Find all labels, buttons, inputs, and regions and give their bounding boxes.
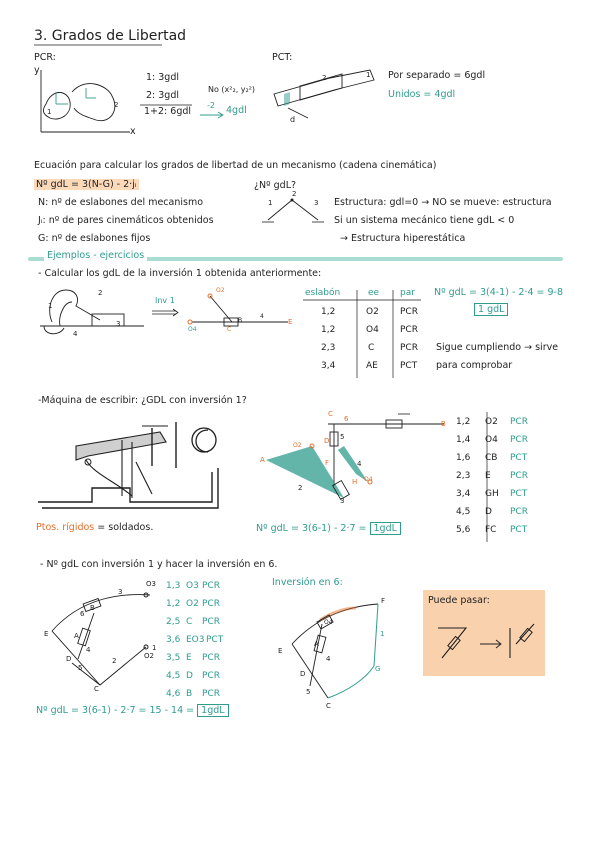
ex1-mechanism [40,282,150,342]
ex1-r1-a: 1,2 [321,307,336,317]
ex1-r3-c: PCR [400,343,418,353]
eq-n-def: N: nº de eslabones del mecanismo [38,197,204,208]
ex1-r2-c: PCR [400,325,418,335]
ex3-r4: 3,6 [166,635,181,645]
ex3-l-2: 2 [112,657,117,665]
pcr-arrow-label: -2 [207,101,215,110]
ex1-e: E [288,318,293,326]
ex3-r5-b: E [186,653,192,663]
ex3-r7-c: PCR [202,689,220,699]
ex2-soldados: = soldados. [97,522,154,533]
ex3-l-3: 3 [118,588,123,596]
pct-unidos: Unidos = 4gdl [388,89,456,100]
ex2-a: A [260,456,265,464]
ex2-o2: O2 [293,442,302,449]
ex2-r7-a: 5,6 [456,525,471,535]
ex2-r1-c: PCR [510,417,528,427]
ex2-h: H [352,478,358,486]
ex2-typewriter [36,416,246,516]
ex3-r5: 3,5 [166,653,181,663]
ex3-r4-c: PCT [206,635,224,645]
ex1-n2: 2 [98,289,103,297]
title-underline [34,44,174,48]
eq-estructura: Estructura: gdl=0 → NO se mueve: estructura [334,197,552,208]
ex2-r5-b: GH [485,489,499,499]
ex1-r2-a: 1,2 [321,325,336,335]
pcr-arrow [200,112,228,118]
ex3-l-1: 1 [152,644,157,652]
eq-hiperestatica: → Estructura hiperestática [340,233,466,244]
ex3-r2-c: PCR [202,599,220,609]
ex3-r4-b: EO3 [186,635,205,645]
ex3-r3: 2,5 [166,617,181,627]
ex1-formula: Nº gdL = 3(4-1) - 2·4 = 9-8 [434,287,564,298]
ex2-5: 5 [340,433,345,441]
ex3-result: 1gdL [197,704,228,717]
ex3-r5-c: PCR [202,653,220,663]
ex1-4: 4 [260,313,264,320]
ex1-header-par: par [400,288,415,298]
ex3-l-o3: O3 [146,580,156,588]
eq-formula: Nº gdL = 3(N-G) - 2·jᵢ [36,179,137,190]
ex2-r5-a: 3,4 [456,489,471,499]
ex3-r3-c: PCR [202,617,220,627]
ex1-inv-label: Inv 1 [155,296,175,305]
ex2-r4-c: PCR [510,471,528,481]
eq-question: ¿Nº gdL? [254,180,297,191]
ex2-r6-a: 4,5 [456,507,471,517]
ex1-inv-arrow [152,308,182,318]
ex1-r3-a: 2,3 [321,343,336,353]
ex3-l-6: 6 [80,610,85,618]
ex2-r1-b: O2 [485,417,498,427]
ex2-f: F [325,459,330,467]
ex3-inv-title: Inversión en 6: [272,577,343,588]
ex1-header-eslabon: eslabón [305,288,341,298]
note-diagram [430,614,542,672]
ex2-r7-c: PCT [510,525,528,535]
ex2-r2-a: 1,4 [456,435,471,445]
eq-g-def: G: nº de eslabones fijos [38,233,151,244]
ex2-r3-a: 1,6 [456,453,471,463]
ex2-d: D [324,437,330,445]
ex3-l-c: C [94,685,99,693]
ex2-c: C [328,410,333,418]
ex2-6: 6 [344,415,349,423]
ex2-2: 2 [298,484,303,492]
ex3-r1-c: PCR [202,581,220,591]
ex1-o4: O4 [188,326,197,333]
ex1-para: para comprobar [436,360,513,371]
ex1-c: C [227,326,232,333]
section-title: Ejemplos - ejercicios [44,251,147,262]
ex1-result: 1 gdL [474,303,508,316]
ex2-r6-c: PCR [510,507,528,517]
pct-diagram [270,60,380,126]
ex3-r-f: F [381,597,386,605]
ex2-r2-c: PCR [510,435,528,445]
ex1-r4-b: AE [366,361,378,371]
ex1-r1-c: PCR [400,307,418,317]
ex3-r-c: C [326,702,331,710]
ex1-r4-c: PCT [400,361,418,371]
eq-fig-3: 3 [314,199,319,207]
pct-separado: Por separado = 6gdl [388,70,486,81]
ex2-r3-c: PCT [510,453,528,463]
ex3-r6: 4,5 [166,671,181,681]
ex1-o2: O2 [216,287,225,294]
pcr-line-3: 1+2: 6gdl [144,106,192,117]
ex1-n1: 1 [48,302,53,310]
ex3-r1-b: O3 [186,581,199,591]
pct-label: PCT: [272,52,293,63]
pcr-diagram [38,70,138,138]
ex3-l-o2: O2 [144,652,154,660]
ex1-r2-b: O4 [366,325,379,335]
ex3-r-a: A [314,640,319,648]
pcr-line-2: 2: 3gdl [146,90,180,101]
ex3-l-a: A [74,632,79,640]
ex3-r3-b: C [186,617,193,627]
ex1-r3-b: C [368,343,375,353]
ex3-r-e: E [278,647,283,655]
ex3-l-d: D [66,655,72,663]
eq-fig-2: 2 [292,190,297,198]
ex3-r-d: D [300,670,306,678]
pcr-node-2: 2 [114,101,119,109]
ex3-l-e: E [44,630,49,638]
pct-d: d [290,115,296,124]
eq-title: Ecuación para calcular los grados de libertad de un mecanismo (cadena cinemática) [34,160,437,171]
page-title: 3. Grados de Libertad [34,28,187,44]
ex1-n4: 4 [73,330,78,338]
ex3-r-o4: O4 [324,619,333,626]
ex3-r7-b: B [186,689,193,699]
ex2-r6-b: D [485,507,492,517]
note-title: Puede pasar: [428,595,490,606]
ex1-inversion-diagram [186,287,296,338]
pcr-result: 4gdl [226,105,247,116]
ex3-mechanism-left [42,585,162,695]
eq-j-def: Jᵢ: nº de pares cinemáticos obtenidos [38,215,214,226]
ex2-title: -Máquina de escribir: ¿GDL con inversión 1? [38,395,247,406]
ex2-o4: O4 [364,476,373,483]
ex3-formula: Nº gdL = 3(6-1) - 2·7 = 15 - 14 = [36,705,195,716]
ex3-r-g: G [375,665,381,673]
ex2-r4-a: 2,3 [456,471,471,481]
ex3-r7: 4,6 [166,689,181,699]
pcr-axis-y: y [34,65,40,76]
pcr-node-1: 1 [47,108,52,116]
ex3-title: - Nº gdL con inversión 1 y hacer la inversión en 6. [40,559,278,570]
ex2-b: B [441,420,446,428]
ex2-r4-b: E [485,471,491,481]
ex1-b: B [238,317,243,324]
ex2-r1-a: 1,2 [456,417,471,427]
ex2-rigidos: Ptos. rígidos [36,522,95,533]
ex2-3: 3 [340,497,345,505]
ex1-title: - Calcular los gdL de la inversión 1 obtenida anteriormente: [38,268,322,279]
ex3-r1: 1,3 [166,581,181,591]
ex3-l-b: B [90,604,95,612]
eq-fig-1: 1 [268,199,273,207]
ex1-sigue: Sigue cumpliendo → sirve [436,342,559,353]
ex3-r-4: 4 [326,655,331,663]
ex1-r4-a: 3,4 [321,361,336,371]
ex2-r5-c: PCT [510,489,528,499]
ex3-mechanism-right [280,594,390,704]
ex2-r7-b: FC [485,525,497,535]
pcr-arrow-note: No (x²₂, y₂²) [208,85,256,94]
ex3-r2: 1,2 [166,599,181,609]
ex3-l-5: 5 [78,664,83,672]
ex1-header-ee: ee [368,288,380,298]
ex1-r1-b: O2 [366,307,379,317]
ex2-4: 4 [357,460,362,468]
ex1-n3: 3 [116,320,121,328]
ex2-result: 1gdL [370,522,401,535]
ex3-r-5: 5 [306,688,311,696]
ex3-l-4: 4 [86,646,91,654]
ex2-formula: Nº gdL = 3(6-1) - 2·7 = [256,523,367,534]
pcr-label: PCR: [34,52,56,63]
pcr-line-1: 1: 3gdl [146,72,180,83]
ex2-mechanism [258,410,448,510]
pct-node-1: 1 [366,71,371,79]
eq-si: Si un sistema mecánico tiene gdL < 0 [334,215,515,226]
ex3-r-1: 1 [380,630,385,638]
ex2-r2-b: O4 [485,435,498,445]
ex2-r3-b: CB [485,453,498,463]
pct-node-2: 2 [322,74,327,82]
ex3-r6-c: PCR [202,671,220,681]
pcr-axis-x: x [130,126,136,137]
ex3-r2-b: O2 [186,599,199,609]
ex3-r6-b: D [186,671,193,681]
